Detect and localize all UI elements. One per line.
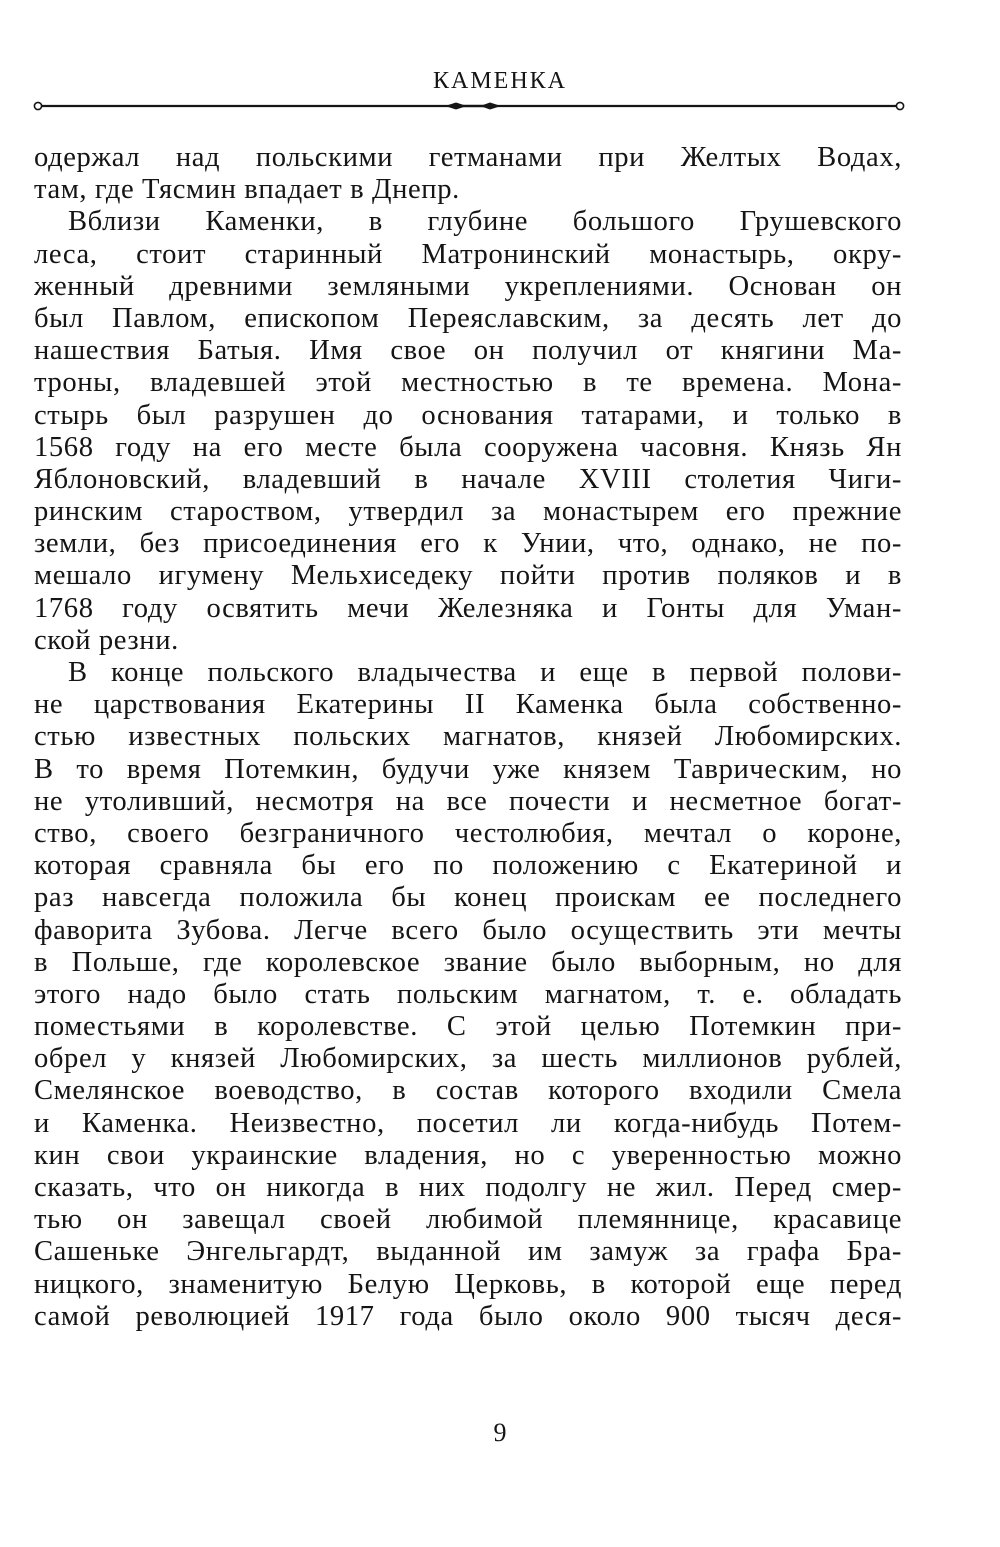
text-line: женный древними земляными укреплениями. Основан он [34,270,902,302]
text-line: Сашеньке Энгельгардт, выданной им замуж за графа Бра- [34,1236,902,1268]
text-line: земли, без присоединения его к Унии, что, однако, не по- [34,528,902,560]
header-ornament-rule [33,96,905,116]
text-line: был Павлом, епископом Переяславским, за десять лет до [34,302,902,334]
text-line: Яблоновский, владевший в начале XVIII столетия Чиги- [34,463,902,495]
text-line: фаворита Зубова. Легче всего было осуществить эти мечты [34,914,902,946]
text-line: которая сравняла бы его по положению с Екатериной и [34,850,902,882]
text-line: раз навсегда положила бы конец проискам ее последнего [34,882,902,914]
text-line: стью известных польских магнатов, князей Любомирских. [34,721,902,753]
text-line: этого надо было стать польским магнатом, т. е. обладать [34,978,902,1010]
text-line: сказать, что он никогда в них подолгу не жил. Перед смер- [34,1172,902,1203]
text-line: и Каменка. Неизвестно, посетил ли когда-нибудь Потем- [34,1107,902,1139]
text-line: не утоливший, несмотря на все почести и несметное богат- [34,785,902,817]
text-line: ницкого, знаменитую Белую Церковь, в которой еще перед [34,1268,902,1300]
text-line: поместьями в королевстве. С этой целью Потемкин при- [34,1011,902,1043]
text-line: ринским староством, утвердил за монастырем его прежние [34,496,902,528]
text-line: ской резни. [34,624,179,656]
ornament-left-circle [34,102,41,109]
text-line: не царствования Екатерины II Каменка была собственно- [34,689,902,721]
ornament-right-circle [896,102,903,109]
page-number: 9 [493,1418,507,1447]
text-line: ство, своего безграничного честолюбия, мечтал о короне, [34,817,902,849]
text-line: Вблизи Каменки, в глубине большого Грушевского [68,206,902,238]
text-line: троны, владевшей этой местностью в те времена. Мона- [34,367,902,399]
ornament-right-diamond [480,103,501,110]
text-line: Смелянское воеводство, в состав которого входили Смела [34,1075,902,1107]
text-line: тью он завещал своей любимой племяннице, красавице [34,1204,902,1236]
text-line: обрел у князей Любомирских, за шесть миллионов рублей, [34,1043,902,1075]
text-line: нашествия Батыя. Имя свое он получил от княгини Ма- [34,335,902,367]
text-line: там, где Тясмин впадает в Днепр. [34,174,460,206]
text-line: кин свои украинские владения, но с уверенностью можно [34,1139,902,1171]
text-line: 1568 году на его месте была сооружена часовня. Князь Ян [34,431,902,463]
text-line: В конце польского владычества и еще в первой полови- [68,657,902,688]
body-text [34,142,902,1333]
text-line: одержал над польскими гетманами при Желтых Водах, [34,142,902,173]
text-line: леса, стоит старинный Матронинский монастырь, окру- [34,238,902,270]
text-line: мешало игумену Мельхиседеку пойти против поляков и в [34,560,902,592]
running-header: КАМЕНКА [432,68,567,94]
text-line: стырь был разрушен до основания татарами, и только в [34,399,902,431]
text-line: в Польше, где королевское звание было выборным, но для [34,946,902,978]
text-line: В то время Потемкин, будучи уже князем Таврическим, но [34,753,902,785]
text-line: самой революцией 1917 года было около 900 тысяч деся- [34,1300,902,1332]
text-line: 1768 году освятить мечи Железняка и Гонты для Уман- [34,592,902,624]
